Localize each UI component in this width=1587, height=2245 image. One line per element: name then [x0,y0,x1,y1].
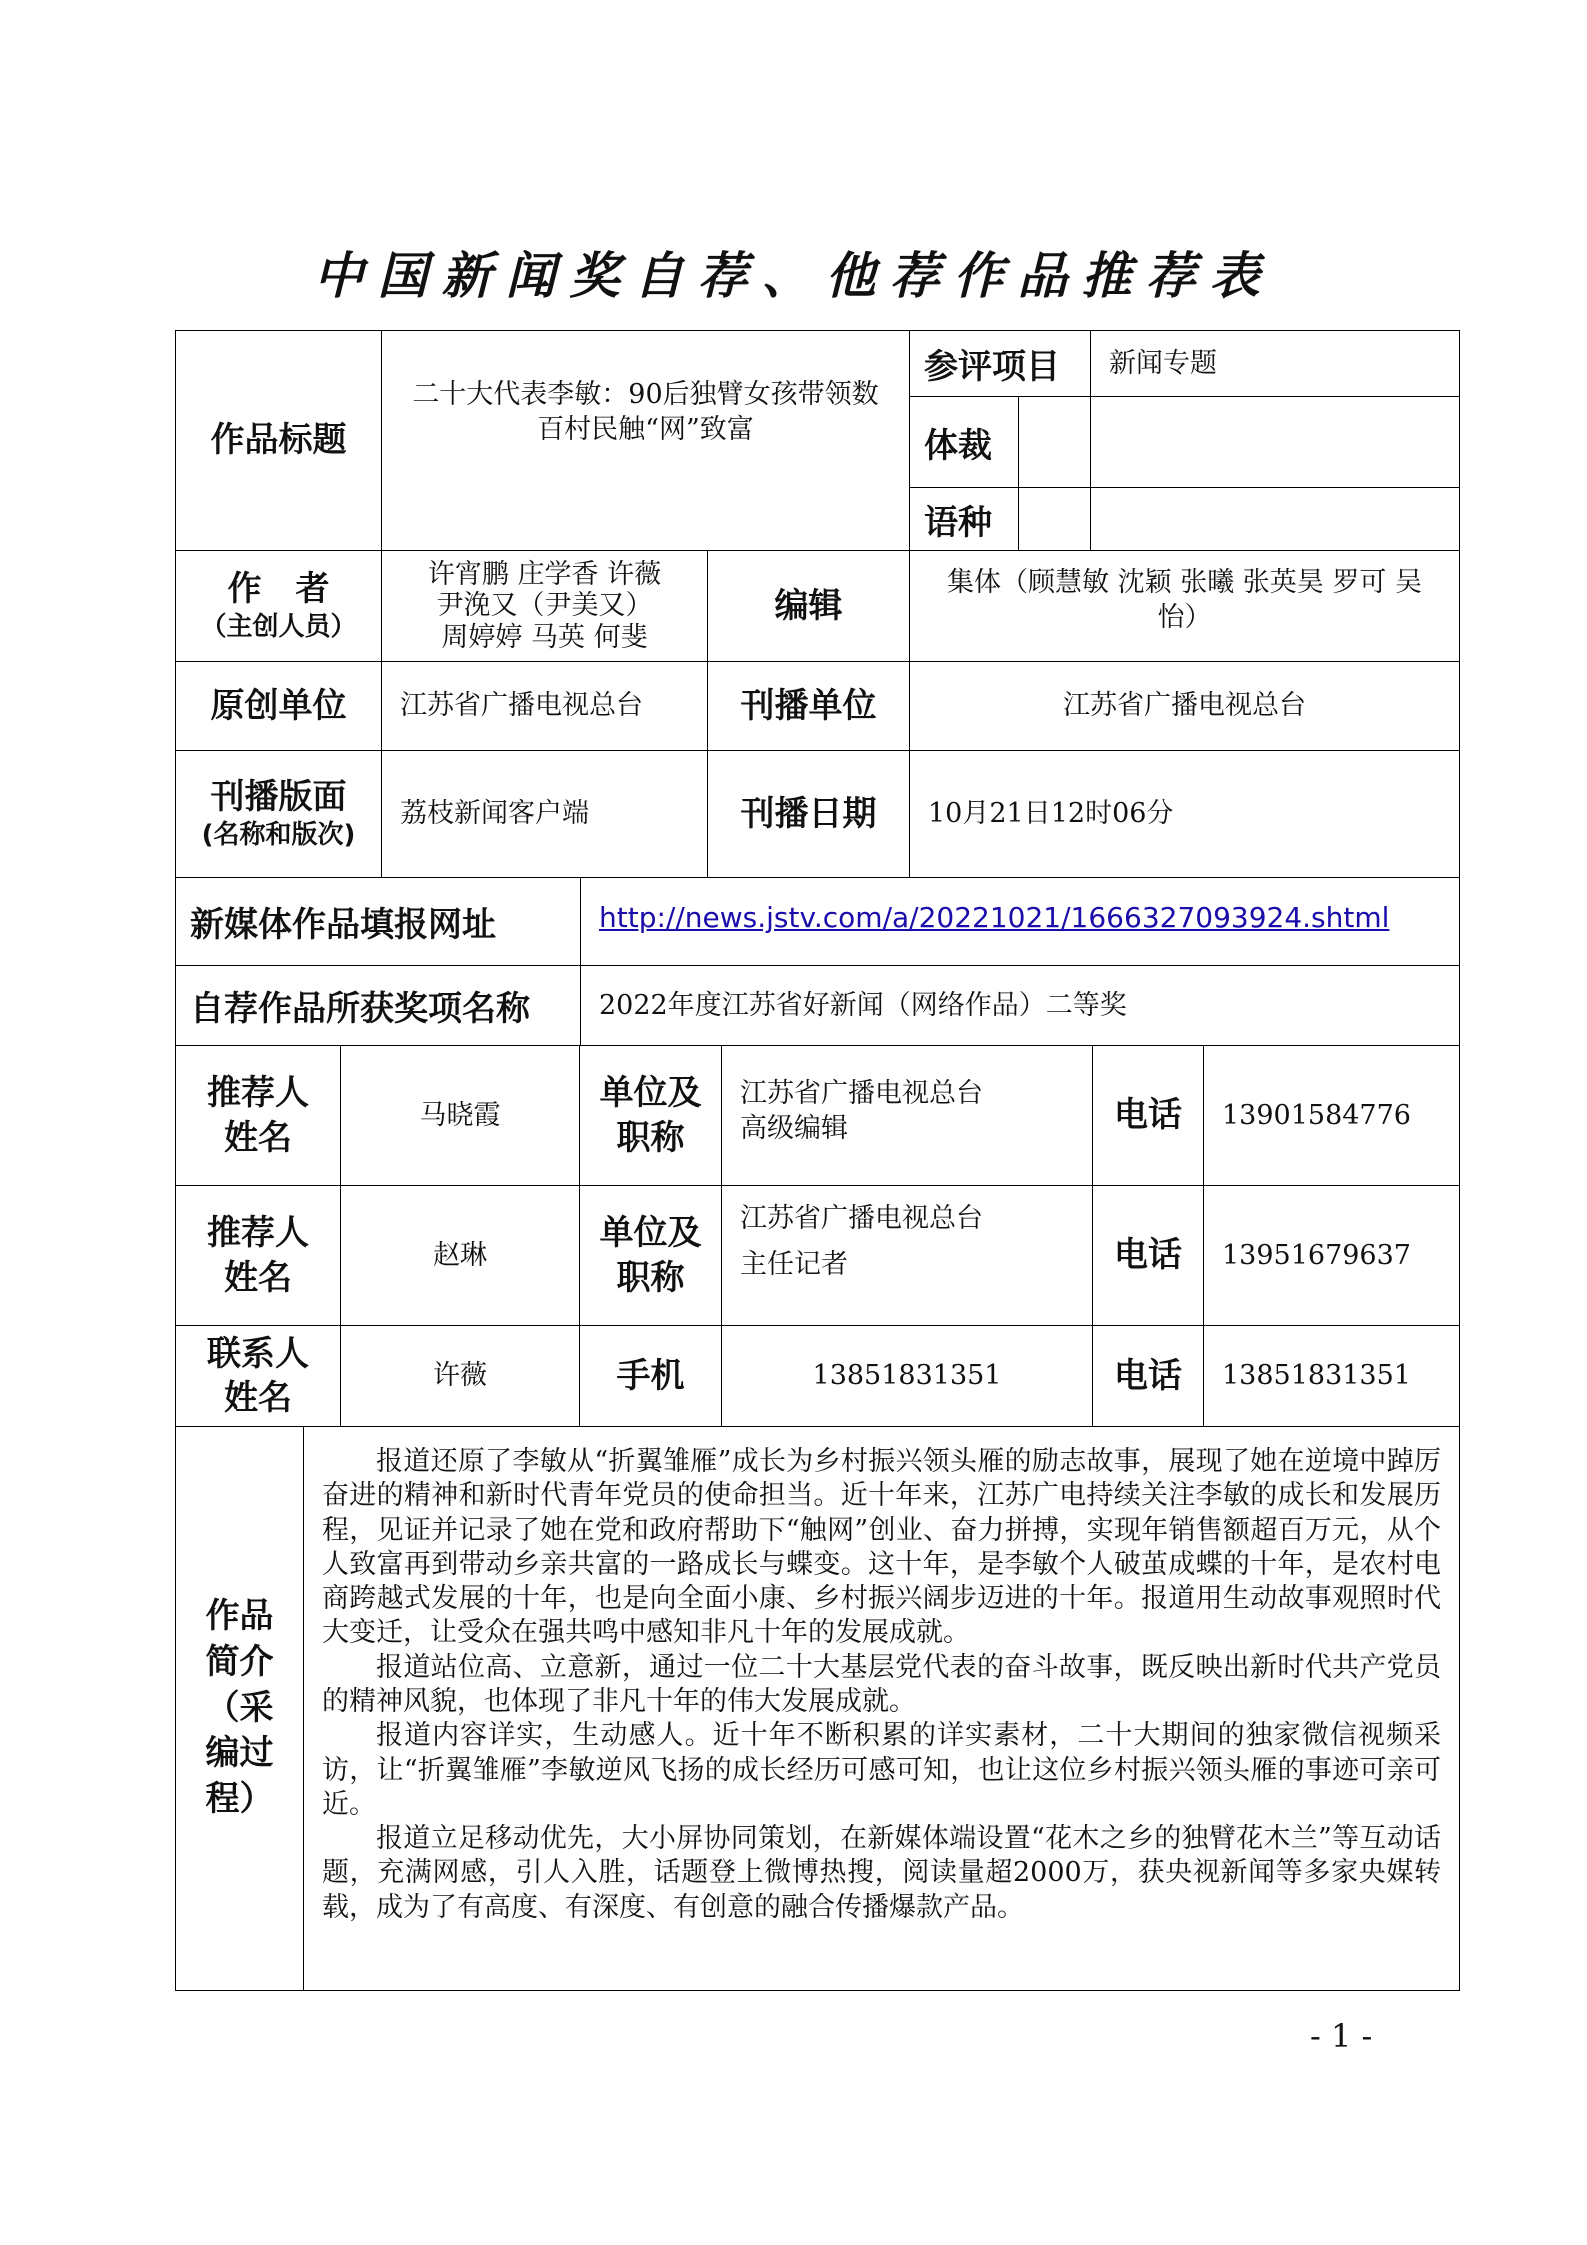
work-title-value: 二十大代表李敏：90后独臂女孩带领数百村民触“网”致富 [381,330,910,551]
contact-phone: 13851831351 [1203,1325,1460,1427]
intro-paragraph: 报道立足移动优先，大小屏协同策划，在新媒体端设置“花木之乡的独臂花木兰”等互动话题，充满网感，引人入胜，话题登上微博热搜，阅读量超2000万，获央视新闻等多家央媒转载，成为了有高度、有深度、有创意的融合传播爆款产品。 [322,1823,1441,1923]
label-publish-section-main: 刊播版面 [210,777,347,817]
url-cell [580,877,1460,966]
label-intro [175,1426,304,1991]
intro-paragraph: 报道站位高、立意新，通过一位二十大基层党代表的奋斗故事，既反映出新时代共产党员的精神风貌，也体现了非凡十年的伟大发展成就。 [322,1651,1441,1717]
original-unit-value: 江苏省广播电视总台 [381,661,708,751]
authors-value [381,550,708,662]
editor-value: 集体（顾慧敏 沈颖 张曦 张英昊 罗可 吴怡） [909,550,1460,662]
label-work-title: 作品标题 [175,330,382,551]
author-line: 尹浼又（尹美又） [436,590,653,622]
intro-paragraph: 报道还原了李敏从“折翼雏雁”成长为乡村振兴领头雁的励志故事，展现了她在逆境中踔厉奋进的精神和新时代青年党员的使命担当。近十年来，江苏广电持续关注李敏的成长和发展历程，见证并记录了她在党和政府帮助下“触网”创业、奋力拼搏，实现年销售额超百万元，从个人致富再到带动乡亲共富的一路成长与蝶变。这十年，是李敏个人破茧成蝶的十年，是农村电商跨越式发展的十年，也是向全面小康、乡村振兴阔步迈进的十年。报道用生动故事观照时代大变迁，让受众在强共鸣中感知非凡十年的发展成就。 [322,1446,1441,1649]
label-recommender: 推荐人姓名 [175,1185,341,1326]
recommender-phone: 13901584776 [1203,1045,1460,1186]
recommender-phone: 13951679637 [1203,1185,1460,1326]
label-language: 语种 [909,487,1091,551]
label-mobile: 手机 [579,1325,722,1427]
publish-unit-value: 江苏省广播电视总台 [909,661,1460,751]
label-publish-section-sub: (名称和版次) [201,820,356,851]
language-value [1018,487,1460,551]
recommender-unit-name: 江苏省广播电视总台 [740,1203,983,1234]
label-awards: 自荐作品所获奖项名称 [175,965,581,1046]
recommender-unit-name: 江苏省广播电视总台 [740,1078,983,1109]
contact-name: 许薇 [340,1325,580,1427]
category-value: 新闻专题 [1090,330,1460,397]
label-url: 新媒体作品填报网址 [175,877,581,966]
label-recommender: 推荐人姓名 [175,1045,341,1186]
url-link[interactable]: http://news.jstv.com/a/20221021/1666327093924.shtml [599,901,1390,934]
label-genre: 体裁 [909,396,1091,488]
label-editor: 编辑 [707,550,910,662]
label-phone: 电话 [1092,1325,1204,1427]
recommender-title: 主任记者 [740,1248,848,1280]
publish-section-value: 荔枝新闻客户端 [381,750,708,878]
label-author-main: 作 者 [227,569,330,609]
label-phone: 电话 [1092,1045,1204,1186]
page-number: - 1 - [1310,2017,1373,2055]
label-author [175,550,382,662]
author-line: 许宵鹏 庄学香 许薇 [427,559,662,591]
intro-text [303,1426,1460,1991]
label-intro-text: 作品简介（采编过程） [205,1595,274,1820]
label-unit-title: 单位及职称 [579,1045,722,1186]
author-line: 周婷婷 马英 何斐 [441,621,648,653]
label-phone: 电话 [1092,1185,1204,1326]
label-contact: 联系人姓名 [175,1325,341,1427]
recommender-unit [721,1045,1093,1186]
label-unit-title: 单位及职称 [579,1185,722,1326]
intro-paragraph: 报道内容详实，生动感人。近十年不断积累的详实素材，二十大期间的独家微信视频采访，让“折翼雏雁”李敏逆风飞扬的成长经历可感可知，也让这位乡村振兴领头雁的事迹可亲可近。 [322,1720,1441,1820]
label-publish-date: 刊播日期 [707,750,910,878]
awards-value: 2022年度江苏省好新闻（网络作品）二等奖 [580,965,1460,1046]
recommender-unit [721,1185,1093,1326]
genre-value [1018,396,1460,488]
label-category: 参评项目 [909,330,1091,397]
page-title: 中国新闻奖自荐、他荐作品推荐表 [313,247,1274,305]
label-author-sub: （主创人员） [200,612,357,643]
label-publish-section [175,750,382,878]
publish-date-value: 10月21日12时06分 [909,750,1460,878]
recommender-title: 高级编辑 [740,1113,848,1145]
recommender-name: 马晓霞 [340,1045,580,1186]
recommender-name: 赵琳 [340,1185,580,1326]
label-original-unit: 原创单位 [175,661,382,751]
contact-mobile: 13851831351 [721,1325,1093,1427]
label-publish-unit: 刊播单位 [707,661,910,751]
